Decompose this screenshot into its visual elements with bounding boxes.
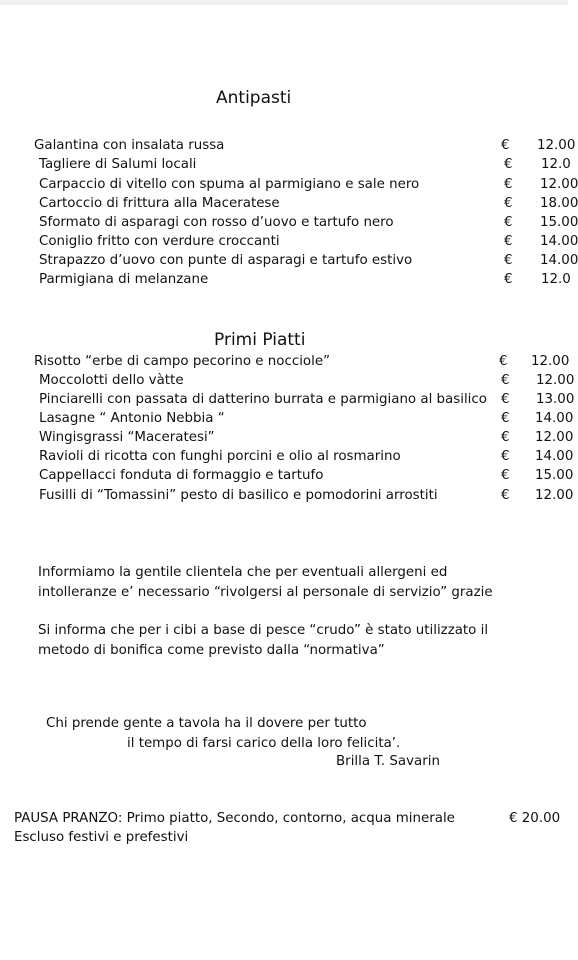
menu-item bbox=[0, 194, 578, 213]
menu-item bbox=[0, 136, 576, 155]
euro-sign: € bbox=[501, 392, 510, 407]
euro-sign: € bbox=[501, 138, 510, 153]
menu-item bbox=[0, 371, 575, 390]
dish-name: Ravioli di ricotta con funghi porcini e olio al rosmarino bbox=[39, 449, 401, 464]
dish-price: 13.00 bbox=[536, 392, 575, 407]
dish-price: 12.00 bbox=[536, 373, 575, 388]
dish-name: Coniglio fritto con verdure croccanti bbox=[39, 234, 280, 249]
euro-sign: € bbox=[504, 215, 513, 230]
menu-item bbox=[0, 352, 568, 371]
menu-item bbox=[0, 409, 574, 428]
raw-fish-notice-line: Si informa che per i cibi a base di pesce “crudo” è stato utilizzato il bbox=[38, 623, 489, 638]
dish-price: 14.00 bbox=[540, 234, 578, 249]
euro-sign: € bbox=[501, 430, 510, 445]
dish-price: 14.00 bbox=[535, 449, 574, 464]
euro-sign: € bbox=[504, 272, 513, 287]
euro-sign: € bbox=[501, 468, 510, 483]
dish-price: 12.0 bbox=[541, 157, 571, 172]
lunch-offer-note: Escluso festivi e prefestivi bbox=[14, 830, 189, 845]
menu-item bbox=[0, 175, 578, 194]
dish-price: 15.00 bbox=[540, 215, 578, 230]
euro-sign: € bbox=[504, 234, 513, 249]
menu-item bbox=[0, 213, 578, 232]
dish-name: Cappellacci fonduta di formaggio e tartufo bbox=[39, 468, 324, 483]
dish-name: Galantina con insalata russa bbox=[34, 138, 225, 153]
dish-name: Sformato di asparagi con rosso d’uovo e tartufo nero bbox=[39, 215, 394, 230]
dish-price: 12.00 bbox=[535, 430, 574, 445]
menu-item bbox=[0, 447, 574, 466]
raw-fish-notice bbox=[38, 621, 488, 660]
dish-price: 12.00 bbox=[537, 138, 576, 153]
dish-price: 12.0 bbox=[541, 272, 571, 287]
quote-line-2: il tempo di farsi carico della loro felicita’. bbox=[127, 736, 401, 751]
quote-author: Brilla T. Savarin bbox=[336, 754, 440, 769]
menu-item bbox=[0, 251, 578, 270]
dish-name: Carpaccio di vitello con spuma al parmigiano e sale nero bbox=[39, 177, 420, 192]
top-edge-strip bbox=[0, 0, 568, 5]
menu-item bbox=[0, 270, 571, 289]
euro-sign: € bbox=[501, 411, 510, 426]
euro-sign: € bbox=[501, 449, 510, 464]
dish-name: Cartoccio di frittura alla Maceratese bbox=[39, 196, 280, 211]
dish-price: 15.00 bbox=[535, 468, 574, 483]
dish-price: 12.00 bbox=[540, 177, 578, 192]
allergen-notice-line: intolleranze e’ necessario “rivolgersi al personale di servizio” grazie bbox=[38, 584, 493, 600]
dish-name: Wingisgrassi “Maceratesi” bbox=[39, 430, 215, 445]
menu-item bbox=[0, 232, 578, 251]
dish-price: 18.00 bbox=[540, 196, 578, 211]
allergen-notice bbox=[38, 563, 493, 602]
euro-sign: € bbox=[499, 354, 508, 369]
dish-name: Risotto “erbe di campo pecorino e nocciole” bbox=[34, 354, 331, 369]
dish-name: Strapazzo d’uovo con punte di asparagi e tartufo estivo bbox=[39, 253, 413, 268]
dish-name: Pinciarelli con passata di datterino burrata e parmigiano al basilico bbox=[39, 392, 487, 407]
menu-item bbox=[0, 466, 574, 485]
euro-sign: € bbox=[504, 253, 513, 268]
dish-name: Lasagne “ Antonio Nebbia “ bbox=[39, 411, 225, 426]
lunch-offer-price: € 20.00 bbox=[509, 811, 561, 826]
dish-name: Parmigiana di melanzane bbox=[39, 272, 209, 287]
menu-item bbox=[0, 390, 575, 409]
raw-fish-notice-line: metodo di bonifica come previsto dalla “normativa” bbox=[38, 642, 385, 658]
dish-price: 12.00 bbox=[535, 488, 574, 503]
quote-line-1: Chi prende gente a tavola ha il dovere per tutto bbox=[46, 716, 367, 731]
section-title-antipasti: Antipasti bbox=[216, 88, 292, 108]
dish-name: Moccolotti dello vàtte bbox=[39, 373, 184, 388]
euro-sign: € bbox=[501, 373, 510, 388]
menu-item bbox=[0, 155, 571, 174]
euro-sign: € bbox=[501, 488, 510, 503]
euro-sign: € bbox=[504, 196, 513, 211]
dish-name: Tagliere di Salumi locali bbox=[39, 157, 197, 172]
euro-sign: € bbox=[504, 177, 513, 192]
dish-name: Fusilli di “Tomassini” pesto di basilico e pomodorini arrostiti bbox=[39, 488, 438, 503]
dish-price: 14.00 bbox=[540, 253, 578, 268]
menu-item bbox=[0, 486, 574, 505]
menu-item bbox=[0, 428, 574, 447]
dish-price: 12.00 bbox=[531, 354, 570, 369]
lunch-offer-text: PAUSA PRANZO: Primo piatto, Secondo, contorno, acqua minerale bbox=[14, 811, 455, 826]
allergen-notice-line: Informiamo la gentile clientela che per eventuali allergeni ed bbox=[38, 565, 448, 580]
section-title-primi-piatti: Primi Piatti bbox=[214, 330, 306, 350]
euro-sign: € bbox=[504, 157, 513, 172]
dish-price: 14.00 bbox=[535, 411, 574, 426]
